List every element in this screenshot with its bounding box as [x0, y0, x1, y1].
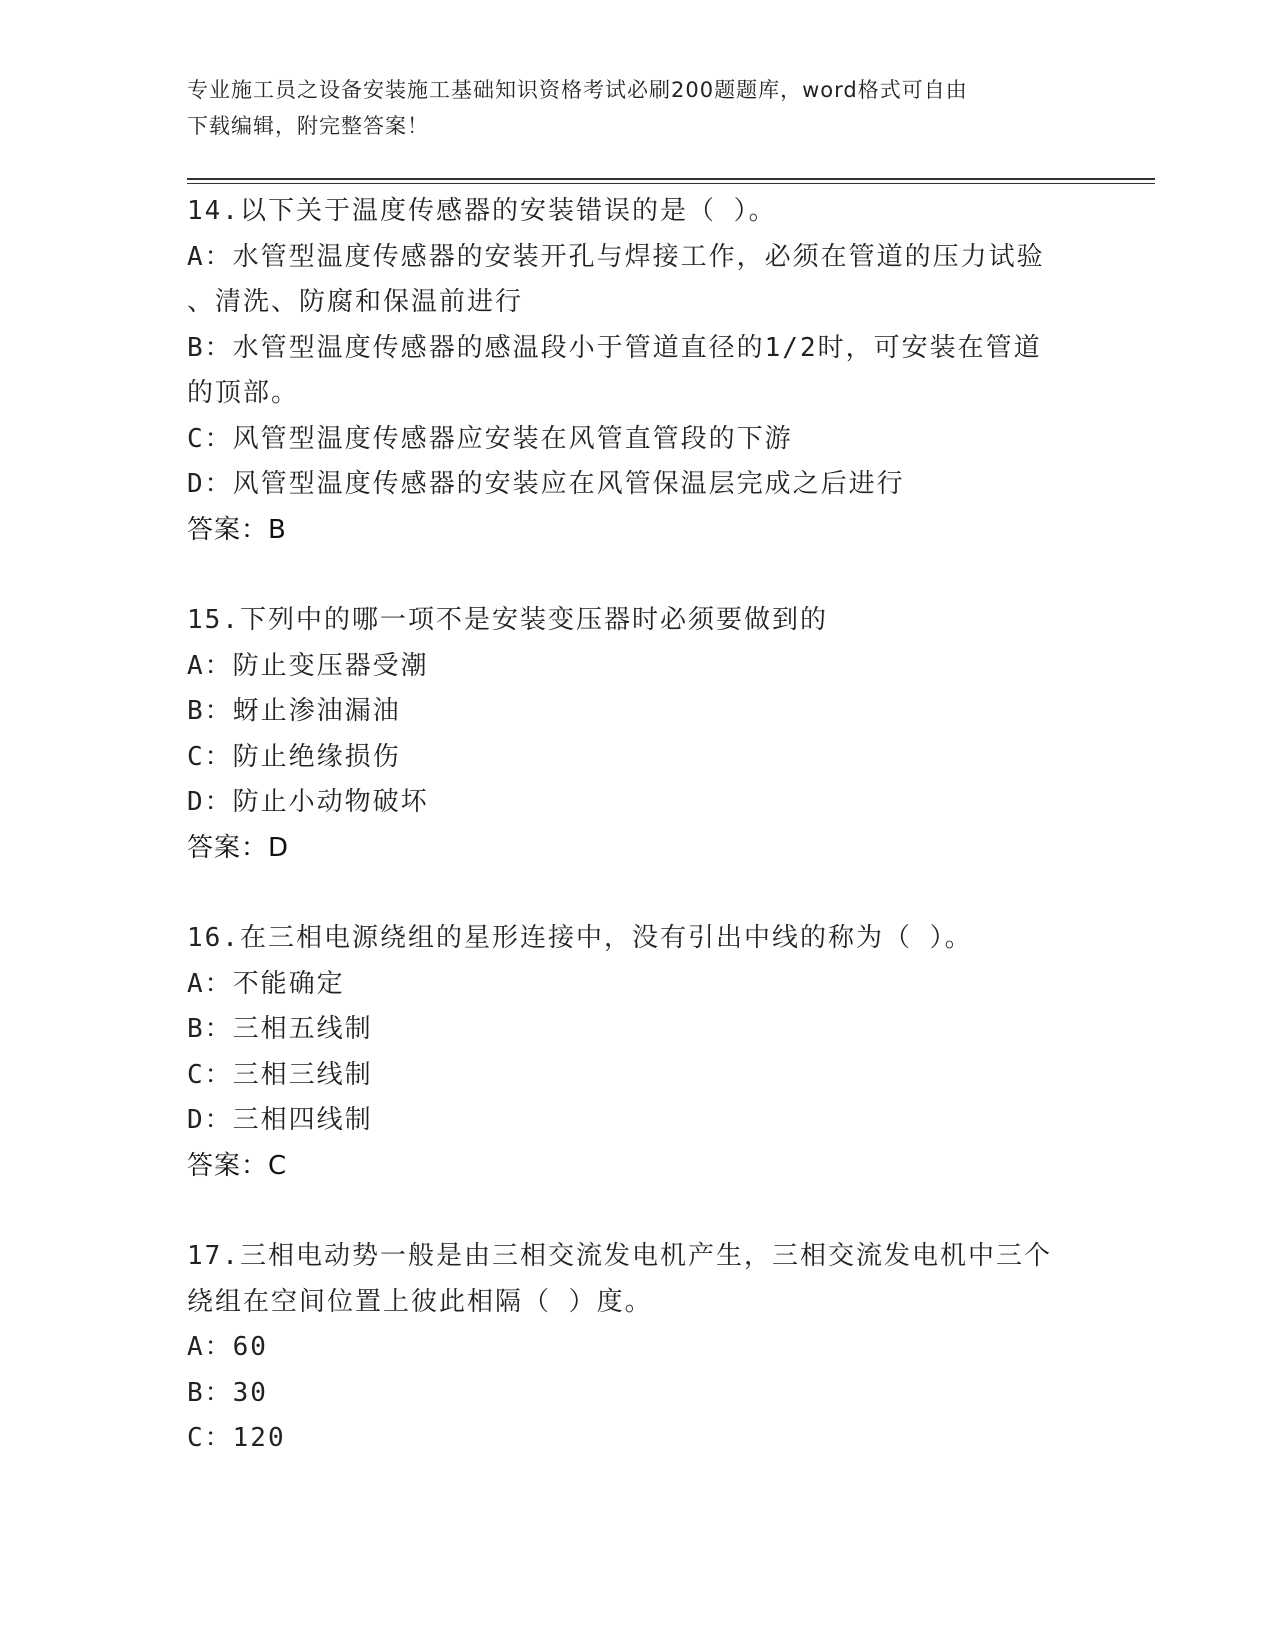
header-divider-thin — [187, 183, 1155, 184]
option-a-continued: 、清洗、防腐和保温前进行 — [187, 287, 524, 317]
answer-label: 答案：C — [187, 1150, 288, 1181]
question-stem: 14.以下关于温度传感器的安装错误的是（ ）。 — [187, 196, 777, 226]
option-a: A：不能确定 — [187, 968, 345, 999]
answer-label: 答案：D — [187, 832, 290, 863]
option-b: B：蚜止渗油漏油 — [187, 696, 401, 726]
option-b-continued: 的顶部。 — [187, 378, 300, 408]
question-stem: 15.下列中的哪一项不是安装变压器时必须要做到的 — [187, 605, 828, 635]
question-14 — [187, 189, 1087, 553]
header-divider-thick — [187, 178, 1155, 180]
option-a: A：60 — [187, 1332, 268, 1362]
question-stem: 16.在三相电源绕组的星形连接中，没有引出中线的称为（ ）。 — [187, 923, 973, 953]
answer-label: 答案：B — [187, 514, 287, 545]
option-a: A：水管型温度传感器的安装开孔与焊接工作，必须在管道的压力试验 — [187, 241, 1045, 272]
option-c: C：风管型温度传感器应安装在风管直管段的下游 — [187, 423, 793, 454]
option-d: D：防止小动物破坏 — [187, 787, 429, 817]
question-stem: 17.三相电动势一般是由三相交流发电机产生，三相交流发电机中三个 — [187, 1241, 1052, 1271]
option-c: C：120 — [187, 1423, 286, 1453]
question-stem-continued: 绕组在空间位置上彼此相隔（ ）度。 — [187, 1286, 653, 1317]
question-15 — [187, 598, 1087, 871]
question-list — [187, 189, 1087, 1507]
question-16 — [187, 916, 1087, 1189]
document-header — [187, 72, 1087, 144]
header-line-1: 专业施工员之设备安装施工基础知识资格考试必刷200题题库，word格式可自由 — [187, 78, 968, 102]
option-c: C：防止绝缘损伤 — [187, 741, 401, 772]
header-line-2: 下载编辑，附完整答案！ — [187, 114, 429, 138]
option-d: D：三相四线制 — [187, 1105, 373, 1135]
option-b: B：三相五线制 — [187, 1014, 373, 1044]
option-b: B：30 — [187, 1377, 268, 1408]
option-b: B：水管型温度传感器的感温段小于管道直径的1/2时，可安装在管道 — [187, 332, 1042, 363]
option-c: C：三相三线制 — [187, 1059, 373, 1090]
option-a: A：防止变压器受潮 — [187, 650, 429, 681]
option-d: D：风管型温度传感器的安装应在风管保温层完成之后进行 — [187, 469, 905, 499]
question-17 — [187, 1234, 1087, 1462]
